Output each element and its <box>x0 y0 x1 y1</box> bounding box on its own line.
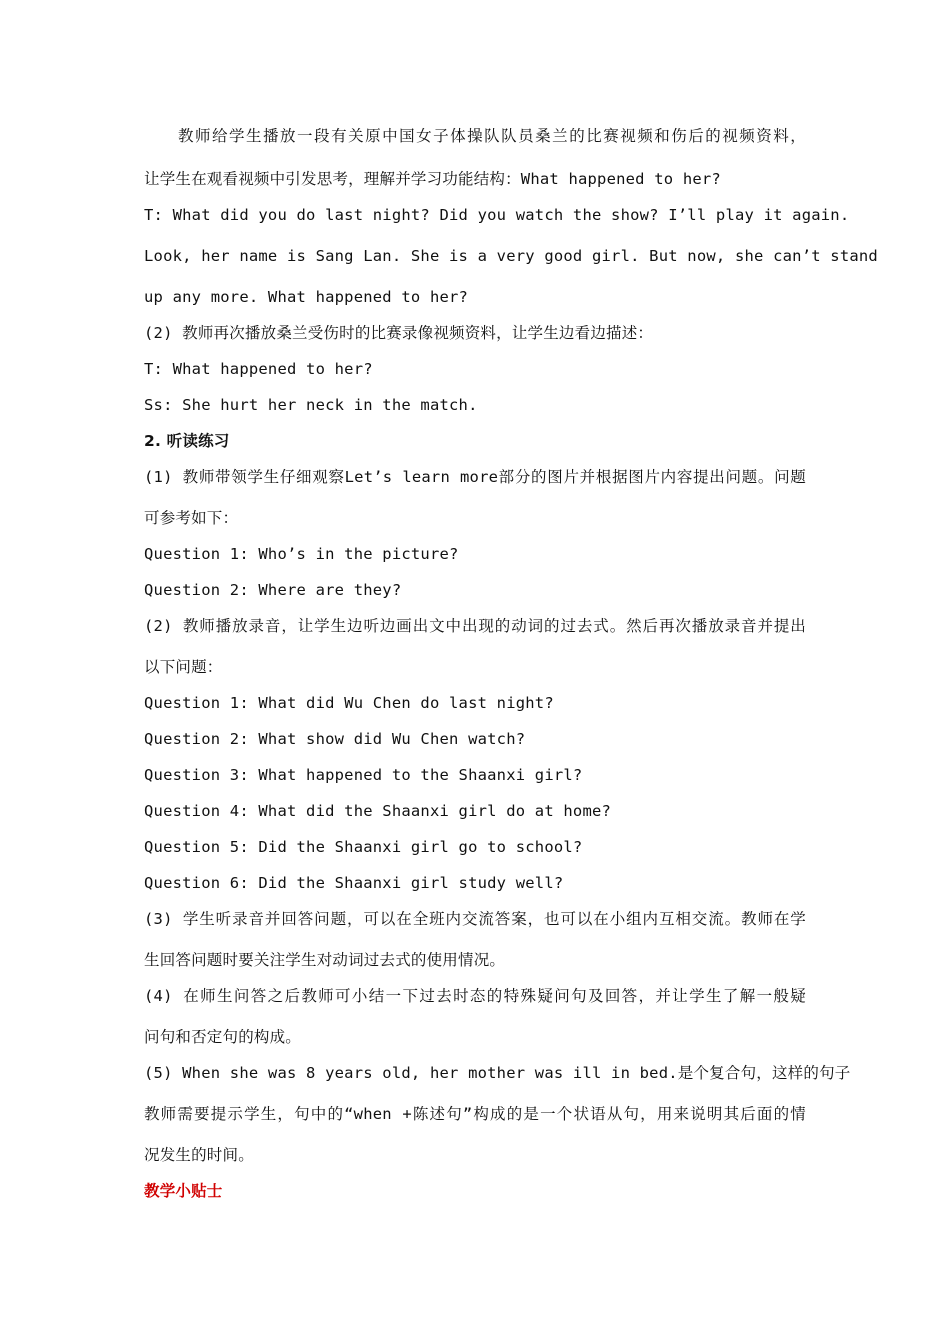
step-line: (3) 学生听录音并回答问题，可以在全班内交流答案，也可以在小组内互相交流。教师在学 <box>144 910 806 928</box>
dialogue-line: Look, her name is Sang Lan. She is a very good girl. But now, she can’t stand <box>144 247 878 265</box>
step-line: 可参考如下： <box>144 509 239 527</box>
teaching-tips-heading: 教学小贴士 <box>144 1182 223 1200</box>
question-line: Question 1: Who’s in the picture? <box>144 545 459 563</box>
step-line: 况发生的时间。 <box>144 1146 254 1164</box>
step-line: 生回答问题时要关注学生对动词过去式的使用情况。 <box>144 951 506 969</box>
step-line: (5) When she was 8 years old, her mother was ill in bed.是个复合句，这样的句子 <box>144 1064 851 1082</box>
dialogue-line: up any more. What happened to her? <box>144 288 469 306</box>
step-line: (4) 在师生问答之后教师可小结一下过去时态的特殊疑问句及回答，并让学生了解一般疑 <box>144 987 806 1005</box>
dialogue-line: T: What did you do last night? Did you watch the show? I’ll play it again. <box>144 206 850 224</box>
step-line: (2) 教师再次播放桑兰受伤时的比赛录像视频资料，让学生边看边描述： <box>144 324 654 342</box>
paragraph-line: 让学生在观看视频中引发思考，理解并学习功能结构：What happened to her? <box>144 170 721 188</box>
question-line: Question 1: What did Wu Chen do last night? <box>144 694 554 712</box>
dialogue-line: Ss: She hurt her neck in the match. <box>144 396 478 414</box>
step-line: 教师需要提示学生，句中的“when +陈述句”构成的是一个状语从句，用来说明其后面的情 <box>144 1105 806 1123</box>
question-line: Question 6: Did the Shaanxi girl study well? <box>144 874 564 892</box>
dialogue-line: T: What happened to her? <box>144 360 373 378</box>
question-line: Question 5: Did the Shaanxi girl go to school? <box>144 838 583 856</box>
step-line: 以下问题： <box>144 658 223 676</box>
step-line: (1) 教师带领学生仔细观察Let’s learn more部分的图片并根据图片内容提出问题。问题 <box>144 468 806 486</box>
section-heading: 2. 听读练习 <box>144 432 230 450</box>
question-line: Question 3: What happened to the Shaanxi girl? <box>144 766 583 784</box>
question-line: Question 2: What show did Wu Chen watch? <box>144 730 526 748</box>
question-line: Question 4: What did the Shaanxi girl do at home? <box>144 802 612 820</box>
question-line: Question 2: Where are they? <box>144 581 402 599</box>
paragraph-line: 教师给学生播放一段有关原中国女子体操队队员桑兰的比赛视频和伤后的视频资料， <box>178 127 806 145</box>
step-line: (2) 教师播放录音，让学生边听边画出文中出现的动词的过去式。然后再次播放录音并提出 <box>144 617 806 635</box>
step-line: 问句和否定句的构成。 <box>144 1028 302 1046</box>
